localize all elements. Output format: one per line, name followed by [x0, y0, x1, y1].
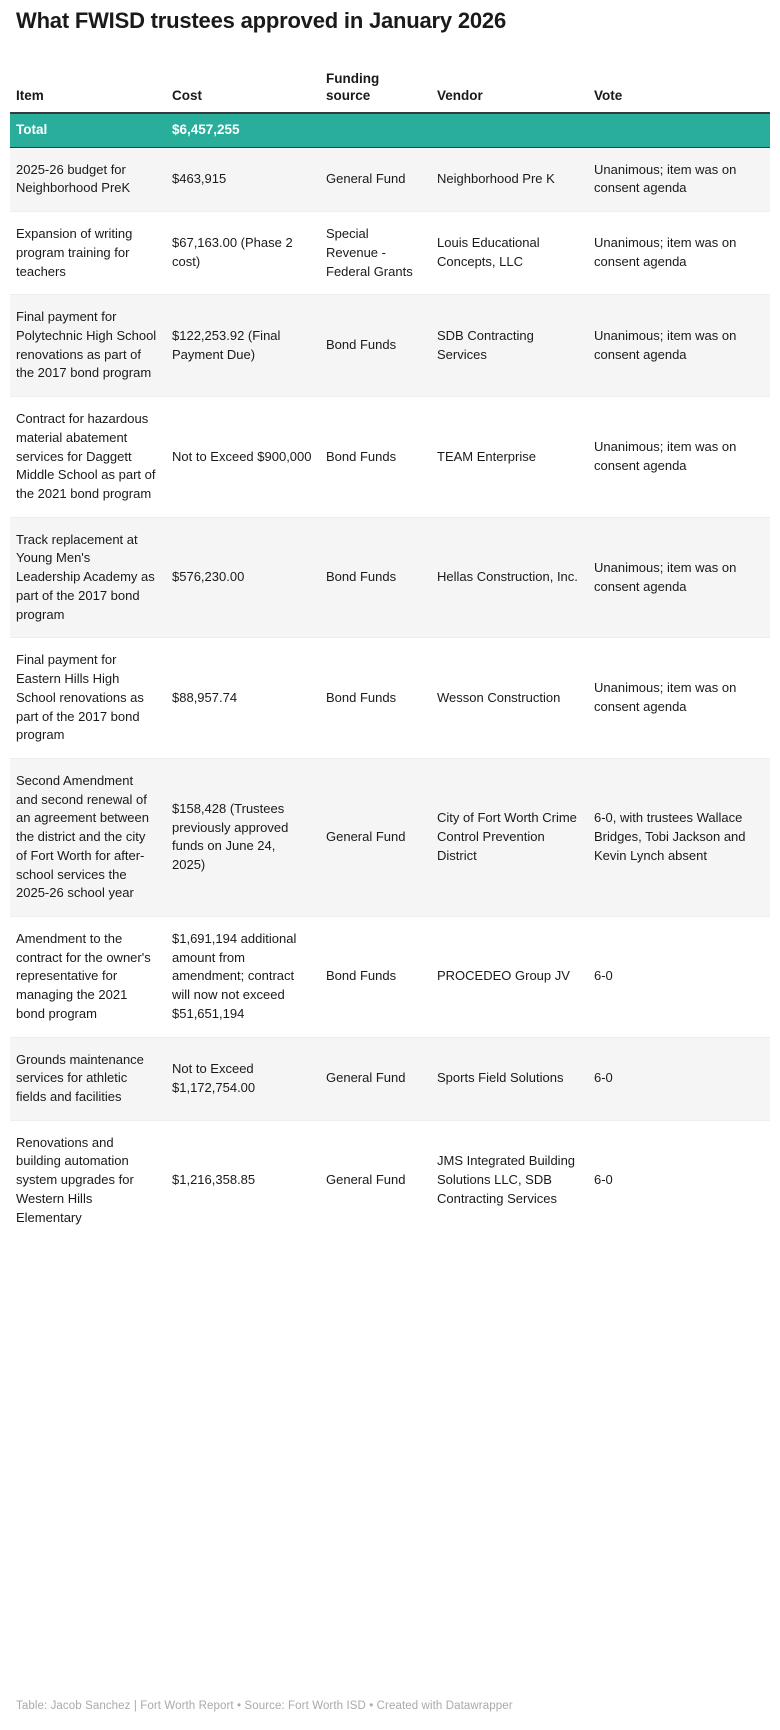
cell-vendor: Hellas Construction, Inc.: [431, 517, 588, 638]
cell-item: Final payment for Polytechnic High School renovations as part of the 2017 bond program: [10, 295, 166, 397]
table-row: [10, 397, 770, 518]
cell-vendor: SDB Contracting Services: [431, 295, 588, 397]
cell-cost: Not to Exceed $900,000: [166, 397, 320, 518]
cell-cost: $67,163.00 (Phase 2 cost): [166, 212, 320, 295]
cell-vote: Unanimous; item was on consent agenda: [588, 295, 770, 397]
total-row: [10, 113, 770, 147]
total-label: Total: [10, 113, 166, 147]
cell-vote: 6-0, with trustees Wallace Bridges, Tobi Jackson and Kevin Lynch absent: [588, 758, 770, 916]
cell-item: Renovations and building automation system upgrades for Western Hills Elementary: [10, 1120, 166, 1240]
cell-cost: $1,216,358.85: [166, 1120, 320, 1240]
cell-vote: Unanimous; item was on consent agenda: [588, 517, 770, 638]
source-credit: Table: Jacob Sanchez | Fort Worth Report • Source: Fort Worth ISD • Created with Datawrapper: [16, 1700, 513, 1713]
cell-funding-source: Bond Funds: [320, 397, 431, 518]
cell-vote: Unanimous; item was on consent agenda: [588, 212, 770, 295]
cell-funding-source: Special Revenue - Federal Grants: [320, 212, 431, 295]
total-vote: [588, 113, 770, 147]
cell-funding-source: Bond Funds: [320, 638, 431, 759]
cell-cost: $576,230.00: [166, 517, 320, 638]
table-header: [10, 71, 770, 113]
table-row: [10, 638, 770, 759]
total-vendor: [431, 113, 588, 147]
approvals-table: [10, 71, 770, 1240]
cell-funding-source: General Fund: [320, 147, 431, 211]
cell-cost: $1,691,194 additional amount from amendment; contract will now not exceed $51,651,194: [166, 916, 320, 1037]
total-funding-source: [320, 113, 431, 147]
table-row: [10, 1120, 770, 1240]
total-cost: $6,457,255: [166, 113, 320, 147]
cell-item: Amendment to the contract for the owner's representative for managing the 2021 bond program: [10, 916, 166, 1037]
cell-vote: Unanimous; item was on consent agenda: [588, 638, 770, 759]
table-row: [10, 295, 770, 397]
cell-cost: $88,957.74: [166, 638, 320, 759]
cell-vote: 6-0: [588, 1037, 770, 1120]
cell-item: 2025-26 budget for Neighborhood PreK: [10, 147, 166, 211]
cell-item: Final payment for Eastern Hills High School renovations as part of the 2017 bond program: [10, 638, 166, 759]
cell-funding-source: Bond Funds: [320, 295, 431, 397]
cell-vote: Unanimous; item was on consent agenda: [588, 397, 770, 518]
cell-vendor: PROCEDEO Group JV: [431, 916, 588, 1037]
column-header-cost[interactable]: Cost: [166, 71, 320, 113]
cell-vendor: City of Fort Worth Crime Control Prevention District: [431, 758, 588, 916]
cell-funding-source: General Fund: [320, 1037, 431, 1120]
cell-item: Second Amendment and second renewal of an agreement between the district and the city of Fort Worth for after-school services the 2025-26 school year: [10, 758, 166, 916]
cell-vendor: TEAM Enterprise: [431, 397, 588, 518]
cell-cost: Not to Exceed $1,172,754.00: [166, 1037, 320, 1120]
cell-item: Track replacement at Young Men's Leadership Academy as part of the 2017 bond program: [10, 517, 166, 638]
table-row: [10, 916, 770, 1037]
table-row: [10, 1037, 770, 1120]
cell-vote: 6-0: [588, 1120, 770, 1240]
cell-vote: Unanimous; item was on consent agenda: [588, 147, 770, 211]
cell-vendor: Wesson Construction: [431, 638, 588, 759]
cell-vendor: Neighborhood Pre K: [431, 147, 588, 211]
table-row: [10, 517, 770, 638]
cell-funding-source: Bond Funds: [320, 916, 431, 1037]
column-header-item[interactable]: Item: [10, 71, 166, 113]
table-row: [10, 758, 770, 916]
table-row: [10, 212, 770, 295]
cell-item: Grounds maintenance services for athletic fields and facilities: [10, 1037, 166, 1120]
cell-vendor: JMS Integrated Building Solutions LLC, SDB Contracting Services: [431, 1120, 588, 1240]
table-row: [10, 147, 770, 211]
cell-funding-source: General Fund: [320, 1120, 431, 1240]
cell-cost: $122,253.92 (Final Payment Due): [166, 295, 320, 397]
page-title: What FWISD trustees approved in January 2026: [16, 8, 507, 33]
cell-cost: $463,915: [166, 147, 320, 211]
cell-item: Contract for hazardous material abatement services for Daggett Middle School as part of the 2021 bond program: [10, 397, 166, 518]
column-header-vendor[interactable]: Vendor: [431, 71, 588, 113]
cell-vendor: Sports Field Solutions: [431, 1037, 588, 1120]
cell-vendor: Louis Educational Concepts, LLC: [431, 212, 588, 295]
cell-item: Expansion of writing program training for teachers: [10, 212, 166, 295]
cell-cost: $158,428 (Trustees previously approved funds on June 24, 2025): [166, 758, 320, 916]
cell-funding-source: Bond Funds: [320, 517, 431, 638]
column-header-vote[interactable]: Vote: [588, 71, 770, 113]
cell-funding-source: General Fund: [320, 758, 431, 916]
table-body: [10, 113, 770, 1240]
table-header-row: [10, 71, 770, 113]
column-header-funding-source[interactable]: Funding source: [320, 71, 431, 113]
cell-vote: 6-0: [588, 916, 770, 1037]
